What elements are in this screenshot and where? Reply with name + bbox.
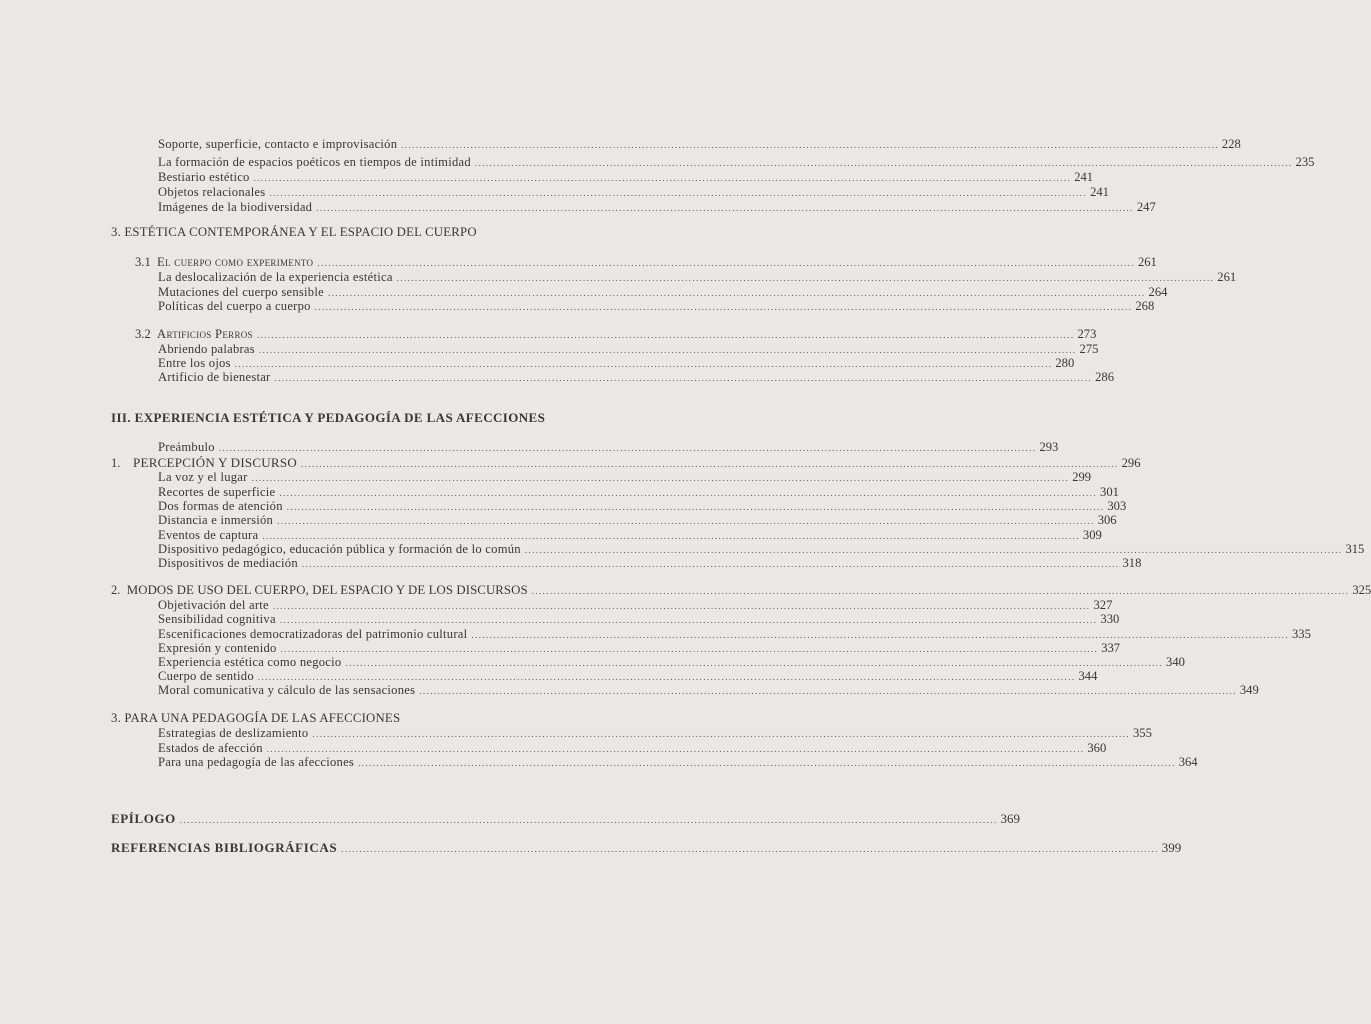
toc-references: [111, 840, 1182, 857]
toc-subsection-number: 3.2: [135, 327, 151, 341]
toc-entry-page: 399: [1161, 840, 1182, 855]
toc-epilogue-title: EPÍLOGO: [111, 811, 176, 826]
toc-entry-title: La formación de espacios poéticos en tiempos de intimidad: [158, 155, 471, 169]
toc-entry-title: La deslocalización de la experiencia estética: [158, 270, 393, 284]
toc-entry-title: Dos formas de atención: [158, 499, 283, 513]
toc-entry-page: 330: [1100, 612, 1120, 626]
toc-entry-page: 235: [1295, 155, 1315, 169]
toc-entry-page: 344: [1078, 669, 1098, 683]
toc-entry-page: 299: [1072, 470, 1092, 484]
dot-leader: ................................................................................................................................................................................................................................: [262, 531, 1080, 541]
chapter-heading: 3. PARA UNA PEDAGOGÍA DE LAS AFECCIONES: [111, 711, 401, 725]
dot-leader: ................................................................................................................................................................................................................................: [251, 473, 1070, 483]
toc-entry-page: 337: [1101, 641, 1121, 655]
toc-references-title: REFERENCIAS BIBLIOGRÁFICAS: [111, 840, 338, 855]
toc-entry: [158, 513, 1117, 529]
toc-chapter-number: 2.: [111, 583, 121, 597]
toc-entry-page: 335: [1292, 627, 1311, 641]
toc-entry: [158, 185, 1109, 201]
dot-leader: ................................................................................................................................................................................................................................: [286, 502, 1105, 512]
dot-leader: ................................................................................................................................................................................................................................: [396, 273, 1215, 283]
dot-leader: ................................................................................................................................................................................................................................: [524, 545, 1343, 555]
toc-subsection-number: 3.1: [135, 255, 151, 269]
toc-entry-title: Preámbulo: [158, 440, 215, 454]
toc-entry: [158, 270, 1237, 286]
toc-entry-title: Soporte, superficie, contacto e improvisación: [158, 137, 398, 151]
toc-entry-page: 301: [1100, 485, 1119, 499]
toc-entry-title: Distancia e inmersión: [158, 513, 274, 527]
toc-entry-page: 280: [1055, 356, 1075, 370]
dot-leader: ................................................................................................................................................................................................................................: [257, 672, 1076, 682]
toc-entry-title: Estados de afección: [158, 741, 263, 755]
toc-entry-page: 327: [1093, 598, 1113, 612]
dot-leader: ................................................................................................................................................................................................................................: [256, 330, 1075, 340]
toc-entry-title: Dispositivos de mediación: [158, 556, 298, 570]
toc-epilogue: [111, 811, 1020, 828]
toc-entry: [158, 137, 1241, 153]
toc-entry-page: 268: [1135, 299, 1155, 313]
toc-entry-page: 296: [1121, 456, 1141, 470]
toc-entry: [158, 370, 1115, 386]
dot-leader: ................................................................................................................................................................................................................................: [179, 815, 998, 825]
dot-leader: ................................................................................................................................................................................................................................: [274, 373, 1093, 383]
toc-entry-page: 325: [1352, 583, 1371, 597]
dot-leader: ................................................................................................................................................................................................................................: [279, 488, 1098, 498]
toc-entry-page: 364: [1178, 755, 1198, 769]
toc-entry-page: 355: [1133, 726, 1152, 740]
dot-leader: ................................................................................................................................................................................................................................: [277, 516, 1095, 526]
toc-entry: [158, 683, 1259, 699]
dot-leader: ................................................................................................................................................................................................................................: [471, 630, 1289, 640]
dot-leader: ................................................................................................................................................................................................................................: [531, 586, 1350, 596]
toc-subsection: [135, 327, 1097, 343]
toc-entry: [158, 155, 1315, 171]
toc-entry-page: 315: [1345, 542, 1365, 556]
toc-entry-title: Para una pedagogía de las afecciones: [158, 755, 355, 769]
toc-subsection-title: El cuerpo como experimento: [157, 255, 314, 269]
toc-entry-page: 228: [1221, 137, 1241, 151]
toc-entry-title: Objetos relacionales: [158, 185, 266, 199]
toc-entry-title: Escenificaciones democratizadoras del patrimonio cultural: [158, 627, 468, 641]
dot-leader: ................................................................................................................................................................................................................................: [327, 288, 1146, 298]
toc-chapter: [111, 583, 1371, 599]
toc-entry-page: 261: [1137, 255, 1157, 269]
toc-subsection-title: Artificios Perros: [157, 327, 253, 341]
toc-entry: [158, 612, 1120, 628]
toc-entry: [158, 170, 1094, 186]
dot-leader: ................................................................................................................................................................................................................................: [316, 203, 1134, 213]
toc-chapter-number: 1.: [111, 456, 121, 470]
toc-entry-title: Entre los ojos: [158, 356, 231, 370]
toc-entry-page: 360: [1087, 741, 1107, 755]
dot-leader: ................................................................................................................................................................................................................................: [234, 359, 1053, 369]
toc-entry-title: Políticas del cuerpo a cuerpo: [158, 299, 311, 313]
toc-entry: [158, 299, 1155, 315]
toc-entry-title: Abriendo palabras: [158, 342, 255, 356]
toc-entry-page: 303: [1107, 499, 1127, 513]
toc-entry-title: Estrategias de deslizamiento: [158, 726, 309, 740]
toc-entry-page: 241: [1074, 170, 1094, 184]
dot-leader: ................................................................................................................................................................................................................................: [474, 158, 1293, 168]
toc-entry-title: Bestiario estético: [158, 170, 250, 184]
dot-leader: ................................................................................................................................................................................................................................: [345, 658, 1164, 668]
toc-chapter-title: MODOS DE USO DEL CUERPO, DEL ESPACIO Y DE LOS DISCURSOS: [126, 583, 528, 597]
toc-entry-page: 369: [1000, 811, 1020, 826]
toc-entry-page: 247: [1136, 200, 1156, 214]
toc-entry-title: Objetivación del arte: [158, 598, 269, 612]
dot-leader: ................................................................................................................................................................................................................................: [258, 345, 1077, 355]
toc-entry: [158, 200, 1156, 216]
toc-entry-page: 318: [1122, 556, 1142, 570]
dot-leader: ................................................................................................................................................................................................................................: [341, 844, 1159, 854]
section-heading: 3. ESTÉTICA CONTEMPORÁNEA Y EL ESPACIO DEL CUERPO: [111, 225, 477, 239]
dot-leader: ................................................................................................................................................................................................................................: [279, 615, 1098, 625]
toc-entry-page: 340: [1166, 655, 1185, 669]
dot-leader: ................................................................................................................................................................................................................................: [266, 744, 1085, 754]
dot-leader: ................................................................................................................................................................................................................................: [272, 601, 1091, 611]
dot-leader: ................................................................................................................................................................................................................................: [401, 140, 1219, 150]
toc-entry-title: Cuerpo de sentido: [158, 669, 254, 683]
toc-entry-title: Sensibilidad cognitiva: [158, 612, 276, 626]
toc-entry-title: Artificio de bienestar: [158, 370, 271, 384]
toc-entry-page: 264: [1148, 285, 1168, 299]
dot-leader: ................................................................................................................................................................................................................................: [280, 644, 1099, 654]
dot-leader: ................................................................................................................................................................................................................................: [358, 758, 1176, 768]
toc-entry-title: Experiencia estética como negocio: [158, 655, 342, 669]
dot-leader: ................................................................................................................................................................................................................................: [300, 459, 1119, 469]
toc-entry-page: 241: [1090, 185, 1109, 199]
toc-entry-page: 275: [1079, 342, 1099, 356]
toc-entry-title: Expresión y contenido: [158, 641, 277, 655]
toc-subsection: [135, 255, 1157, 271]
toc-entry-page: 306: [1097, 513, 1117, 527]
dot-leader: ................................................................................................................................................................................................................................: [317, 258, 1135, 268]
toc-entry-title: Moral comunicativa y cálculo de las sensaciones: [158, 683, 416, 697]
toc-chapter-title: PERCEPCIÓN Y DISCURSO: [133, 455, 297, 470]
toc-entry-title: La voz y el lugar: [158, 470, 248, 484]
toc-entry-page: 261: [1217, 270, 1237, 284]
dot-leader: ................................................................................................................................................................................................................................: [253, 173, 1072, 183]
toc-entry-title: Mutaciones del cuerpo sensible: [158, 285, 324, 299]
dot-leader: ................................................................................................................................................................................................................................: [419, 686, 1237, 696]
toc-entry: [158, 726, 1152, 742]
toc-entry: [158, 470, 1092, 486]
toc-entry-page: 309: [1082, 528, 1102, 542]
dot-leader: ................................................................................................................................................................................................................................: [218, 443, 1037, 453]
toc-entry: [158, 556, 1142, 572]
dot-leader: ................................................................................................................................................................................................................................: [312, 729, 1130, 739]
toc-entry-page: 273: [1077, 327, 1097, 341]
dot-leader: ................................................................................................................................................................................................................................: [269, 188, 1088, 198]
toc-entry: [158, 440, 1059, 456]
toc-entry-page: 293: [1039, 440, 1059, 454]
toc-entry-title: Dispositivo pedagógico, educación pública y formación de lo común: [158, 542, 521, 556]
toc-entry-title: Recortes de superficie: [158, 485, 276, 499]
toc-entry-title: Imágenes de la biodiversidad: [158, 200, 313, 214]
dot-leader: ................................................................................................................................................................................................................................: [301, 559, 1120, 569]
toc-entry-page: 349: [1239, 683, 1259, 697]
toc-entry-page: 286: [1095, 370, 1115, 384]
toc-entry: [158, 755, 1198, 771]
dot-leader: ................................................................................................................................................................................................................................: [314, 302, 1133, 312]
part-heading: III. EXPERIENCIA ESTÉTICA Y PEDAGOGÍA DE LAS AFECCIONES: [111, 410, 546, 425]
toc-entry-title: Eventos de captura: [158, 528, 259, 542]
